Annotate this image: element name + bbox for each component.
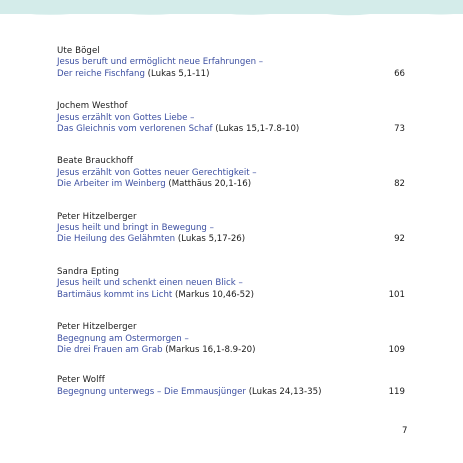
entry-page-number: 73 — [394, 124, 405, 135]
entry-bible-reference: (Lukas 5,17-26) — [177, 234, 246, 245]
entry-page-number: 82 — [394, 179, 405, 190]
entry-title-blue: Begegnung unterwegs – Die Emmausjünger — [57, 386, 246, 397]
top-decorative-band — [0, 0, 463, 14]
entry-title-blue: Die drei Frauen am Grab — [57, 344, 163, 355]
torn-edge-shape — [0, 10, 463, 20]
entry-page-number: 119 — [388, 386, 405, 397]
toc-entry[interactable] — [57, 375, 417, 398]
entry-title-blue: Die Heilung des Gelähmten — [57, 234, 176, 245]
entry-title-blue: Das Gleichnis vom verlorenen Schaf — [57, 124, 213, 135]
entry-author: Jochem Westhof — [57, 101, 128, 112]
entry-bible-reference: (Matthäus 20,1-16) — [168, 179, 252, 190]
entry-bible-reference: (Lukas 5,1-11) — [147, 68, 210, 79]
entry-page-number: 101 — [388, 289, 405, 300]
entry-author: Beate Brauckhoff — [57, 156, 134, 167]
entry-author: Peter Hitzelberger — [57, 322, 137, 333]
entry-bible-reference: (Markus 10,46-52) — [175, 289, 254, 300]
page-number: 7 — [402, 426, 408, 436]
toc-entry[interactable] — [57, 267, 417, 301]
entry-title-line: Jesus heilt und schenkt einen neuen Blick – — [57, 278, 243, 289]
entry-title-line: Jesus erzählt von Gottes Liebe – — [57, 112, 195, 123]
entry-page-number: 66 — [394, 68, 405, 79]
entry-author: Peter Hitzelberger — [57, 211, 137, 222]
entry-title-blue: Die Arbeiter im Weinberg — [57, 179, 166, 190]
entry-bible-reference: (Lukas 24,13-35) — [248, 386, 322, 397]
entry-bible-reference: (Lukas 15,1-7.8-10) — [215, 124, 300, 135]
entry-title-line: Jesus erzählt von Gottes neuer Gerechtigkeit – — [57, 167, 257, 178]
entry-title-blue: Bartimäus kommt ins Licht — [57, 289, 173, 300]
toc-entry[interactable] — [57, 322, 417, 356]
toc-entry[interactable] — [57, 212, 417, 246]
entry-title-line: Jesus beruft und ermöglicht neue Erfahrungen – — [57, 57, 264, 68]
entry-page-number: 109 — [388, 344, 405, 355]
entry-author: Peter Wolff — [57, 375, 105, 386]
entry-author: Ute Bögel — [57, 46, 100, 56]
entry-title-line: Jesus heilt und bringt in Bewegung – — [57, 223, 214, 234]
entry-bible-reference: (Markus 16,1-8.9-20) — [165, 344, 256, 355]
toc-entry[interactable] — [57, 46, 417, 80]
entry-title-line: Begegnung am Ostermorgen – — [57, 333, 189, 344]
toc-entry[interactable] — [57, 156, 417, 190]
table-of-contents — [57, 46, 417, 398]
entry-page-number: 92 — [394, 234, 405, 245]
entry-title-blue: Der reiche Fischfang — [57, 68, 145, 79]
toc-entry[interactable] — [57, 101, 417, 135]
entry-author: Sandra Epting — [57, 266, 119, 277]
